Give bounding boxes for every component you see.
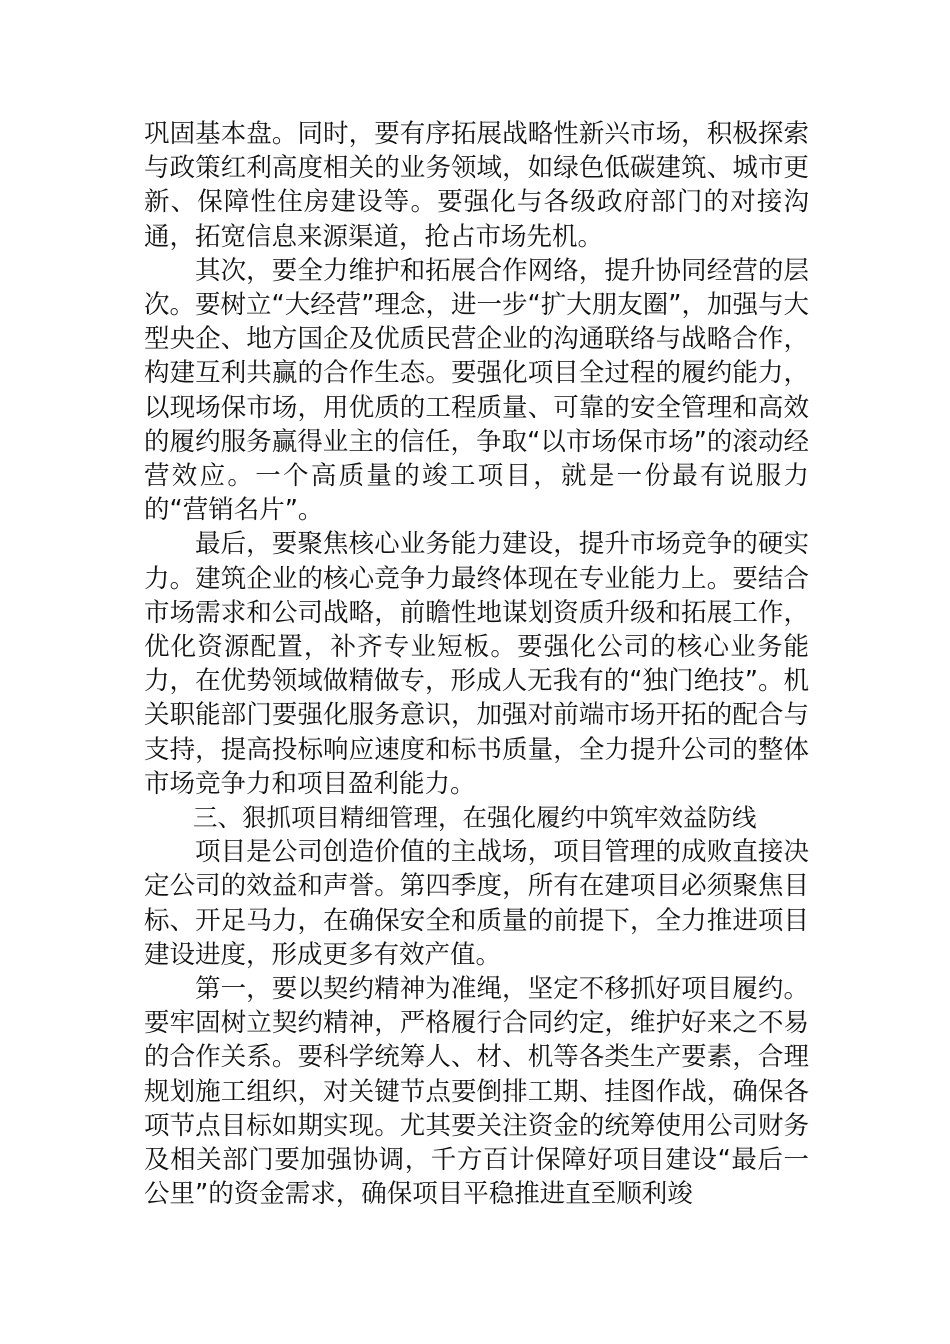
paragraph-cooperation-network: 其次，要全力维护和拓展合作网络，提升协同经营的层次。要树立“大经营”理念，进一步“扩大朋友圈”，加强与大型央企、地方国企及优质民营企业的沟通联络与战略合作，构建互利共赢的合作生态。要强化项目全过程的履约能力，以现场保市场，用优质的工程质量、可靠的安全管理和高效的履约服务赢得业主的信任，争取“以市场保市场”的滚动经营效应。一个高质量的竣工项目，就是一份最有说服力的“营销名片”。 [144,255,809,526]
paragraph-contract-spirit: 第一，要以契约精神为准绳，坚定不移抓好项目履约。要牢固树立契约精神，严格履行合同约定，维护好来之不易的合作关系。要科学统筹人、材、机等各类生产要素，合理规划施工组织，对关键节点要倒排工期、挂图作战，确保各项节点目标如期实现。尤其要关注资金的统筹使用公司财务及相关部门要加强协调，千方百计保障好项目建设“最后一公里”的资金需求，确保项目平稳推进直至顺利竣 [144,974,809,1210]
document-body [144,117,809,1212]
section-heading: 三、狠抓项目精细管理，在强化履约中筑牢效益防线 [193,803,757,833]
paragraph-continuation: 巩固基本盘。同时，要有序拓展战略性新兴市场，积极探索与政策红利高度相关的业务领域，如绿色低碳建筑、城市更新、保障性住房建设等。要强化与各级政府部门的对接沟通，拓宽信息来源渠道，抢占市场先机。 [144,119,809,252]
paragraph-core-capability: 最后，要聚焦核心业务能力建设，提升市场竞争的硬实力。建筑企业的核心竞争力最终体现在专业能力上。要结合市场需求和公司战略，前瞻性地谋划资质升级和拓展工作，优化资源配置，补齐专业短板。要强化公司的核心业务能力，在优势领域做精做专，形成人无我有的“独门绝技”。机关职能部门要强化服务意识，加强对前端市场开拓的配合与支持，提高投标响应速度和标书质量，全力提升公司的整体市场竞争力和项目盈利能力。 [144,529,809,799]
paragraph-project-management: 项目是公司创造价值的主战场，项目管理的成败直接决定公司的效益和声誉。第四季度，所有在建项目必须聚焦目标、开足马力，在确保安全和质量的前提下，全力推进项目建设进度，形成更多有效产值。 [144,837,809,970]
